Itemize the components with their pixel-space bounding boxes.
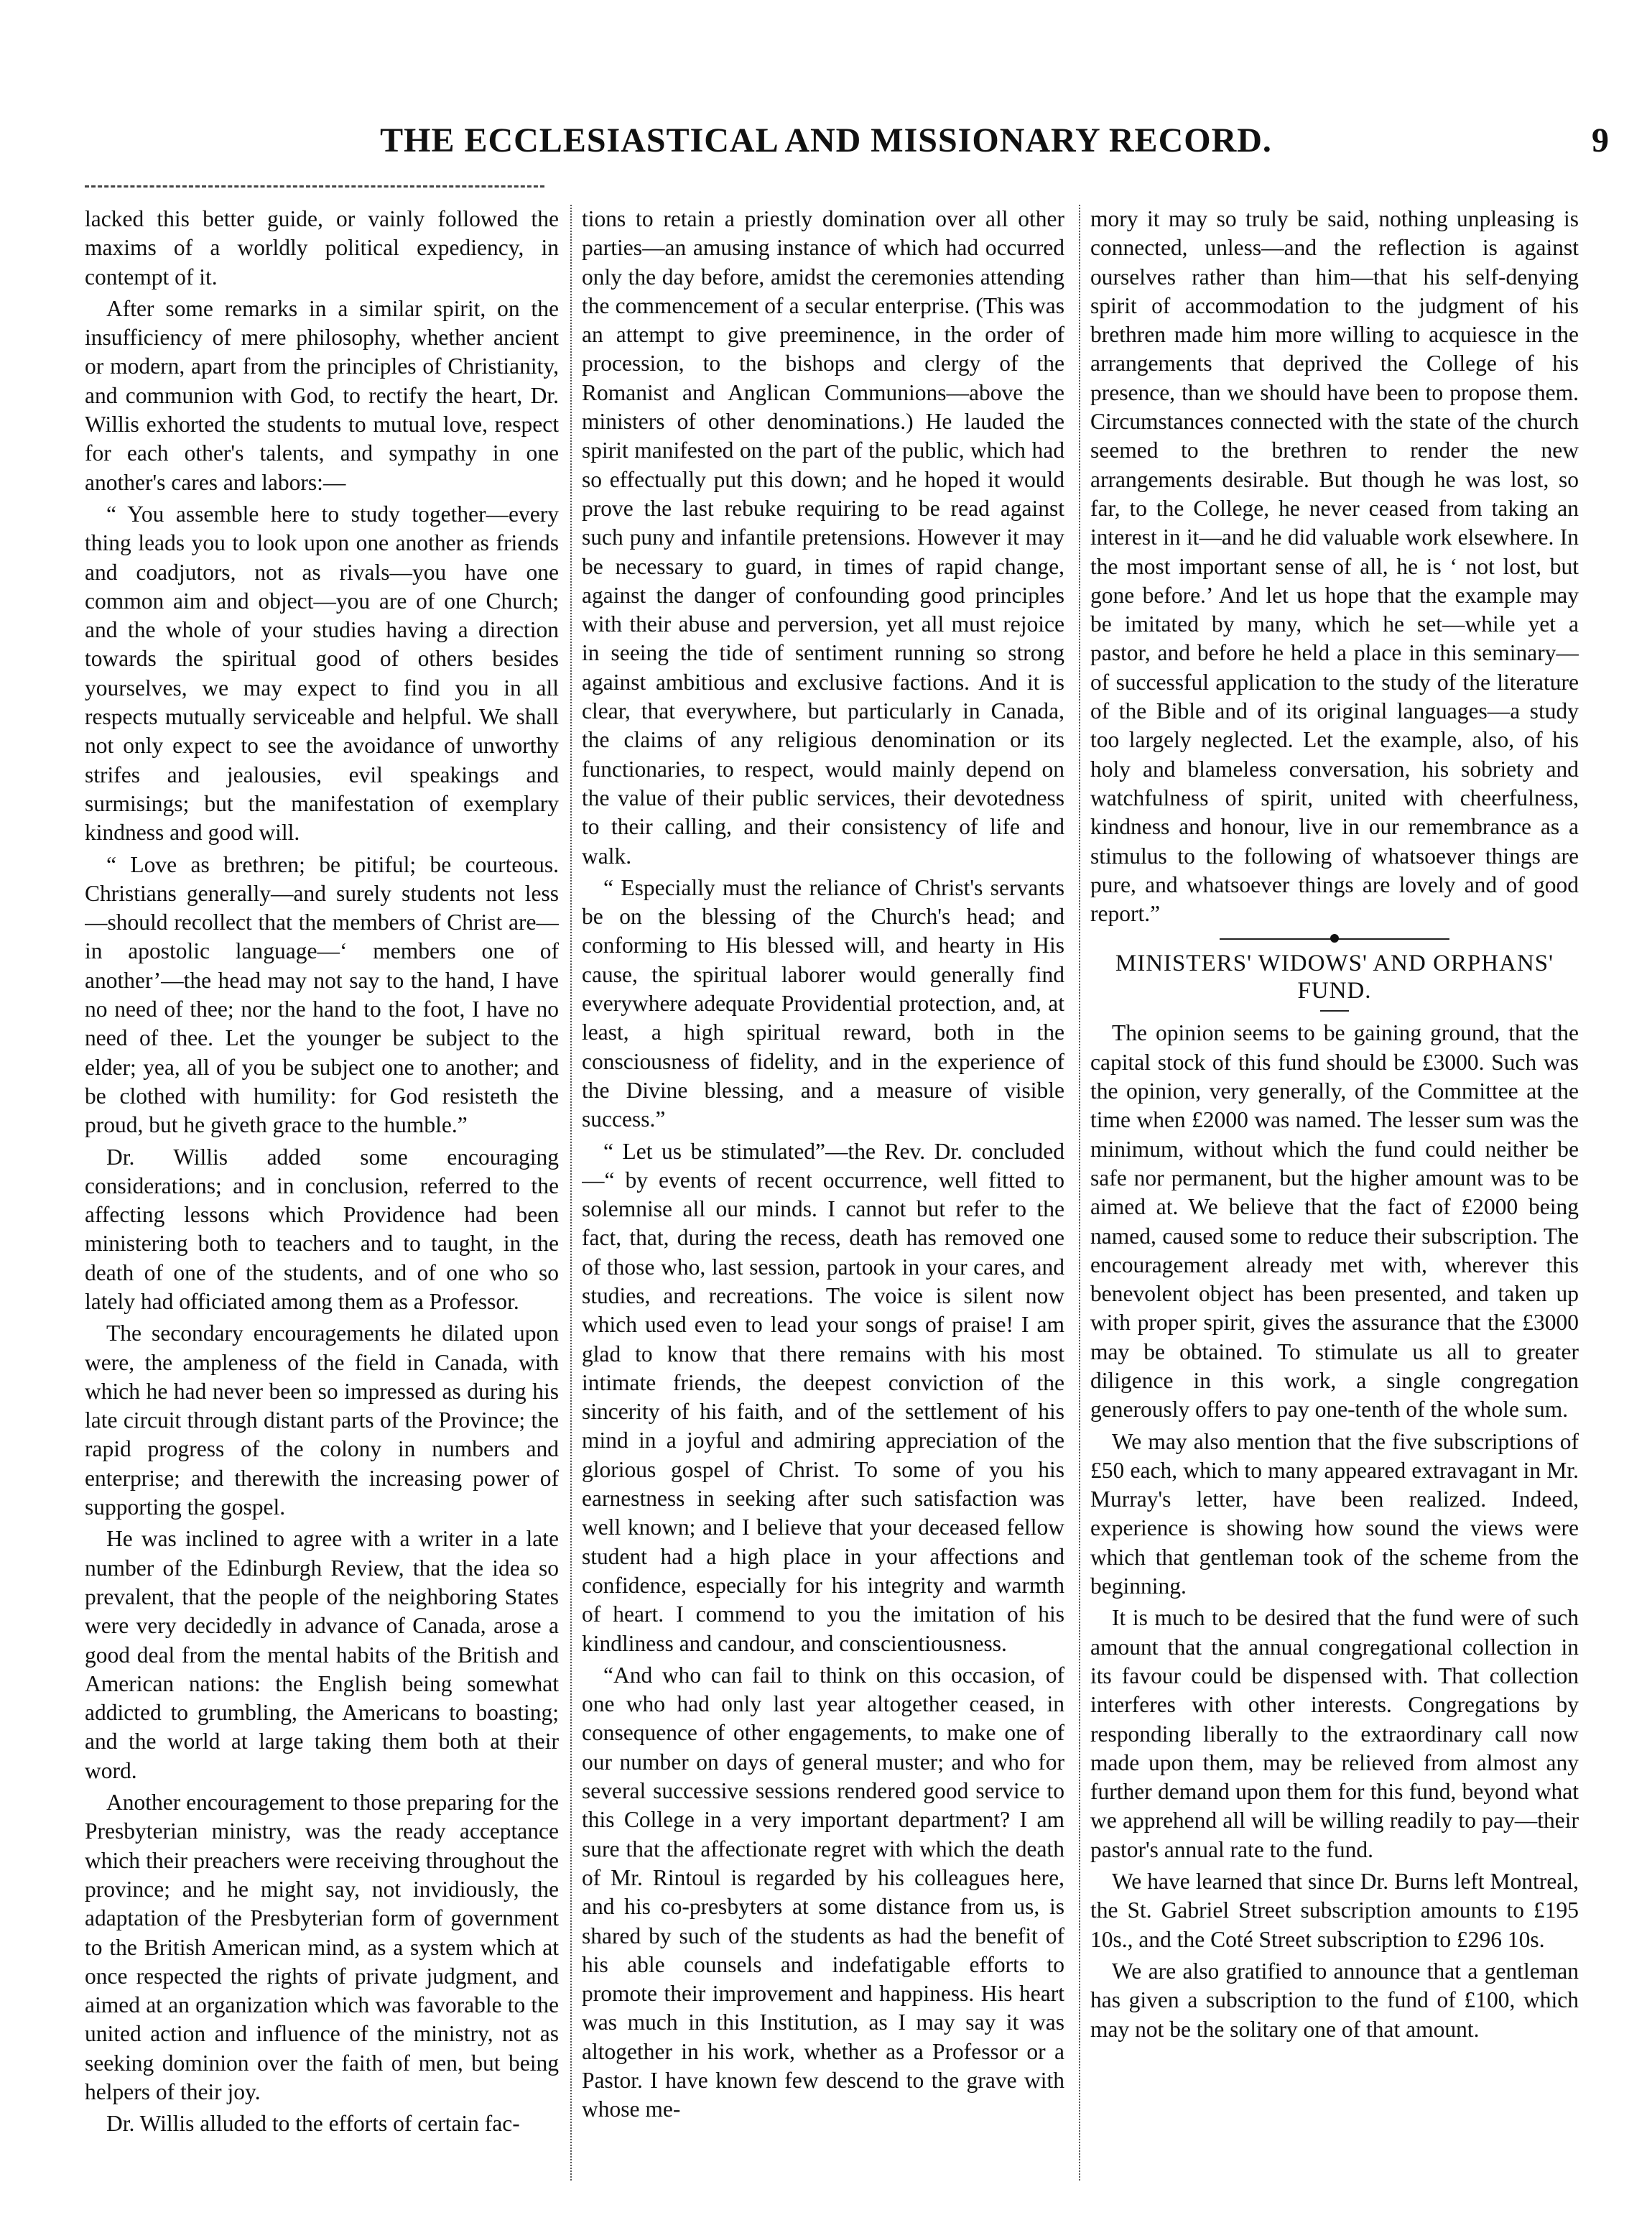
paragraph: The opinion seems to be gaining ground, that the capital stock of this fund should be £3000. Such was the opinion, very generally, of the Committee at the time when £2000 was named. The lesser sum was the minimum, without which the fund could neither be safe nor permanent, but the higher amount was to be aimed at. We believe that the fact of £2000 being named, caused some to reduce their subscription. The encouragement already met with, wherever this benevolent object has been presented, and taken up with proper spirit, gives the assurance that the £3000 may be obtained. To stimulate us all to greater diligence in this work, a single congregation generously offers to pay one-tenth of the whole sum. bbox=[1090, 1020, 1579, 1423]
paragraph: The secondary encouragements he dilated upon were, the ampleness of the field in Canada, with which he had never been so impressed as during his late circuit through distant parts of the Province; the rapid progress of the colony in numbers and enterprise; and therewith the increasing power of supporting the gospel. bbox=[85, 1321, 559, 1520]
paragraph: “ Love as brethren; be pitiful; be courteous. Christians generally—and surely students not less—should recollect that the members of Christ are—in apostolic language—‘ members one of another’—the head may not say to the hand, I have no need of thee; nor the hand to the foot, I have no need of thee. Let the younger be subject to the elder; yea, all of you be subject one to another; and be clothed with humility: for God resisteth the proud, but he giveth grace to the humble.” bbox=[85, 851, 559, 1138]
paragraph: We are also gratified to announce that a gentleman has given a subscription to the fund of £100, which may not be the solitary one of that amount. bbox=[1090, 1958, 1579, 2042]
paragraph: “ You assemble here to study together—every thing leads you to look upon one another as friends and coadjutors, not as rivals—you have one common aim and object—you are of one Church; and the whole of your studies having a direction towards the spiritual good of others besides yourselves, we may expect to find you in all respects mutually serviceable and helpful. We shall not only expect to see the avoidance of unworthy strifes and jealousies, evil speakings and surmisings; but the manifestation of exemplary kindness and good will. bbox=[85, 501, 559, 846]
paragraph: It is much to be desired that the fund were of such amount that the annual congregational collection in its favour could be dispensed with. That collection interferes with other interests. Congregations by responding liberally to the extraordinary call now made upon them, may be relieved from almost any further demand upon them for this fund, beyond what we apprehend all will be willing readily to pay—their pastor's annual rate to the fund. bbox=[1090, 1605, 1579, 1862]
header-rule bbox=[85, 185, 544, 190]
column-divider bbox=[1079, 205, 1080, 2181]
paragraph: “And who can fail to think on this occasion, of one who had only last year altogether ceased, in consequence of other engagements, to make one of our number on days of general muster; and who for several successive sessions rendered good service to this College in a very important department? I am sure that the affectionate regret with which the death of Mr. Rintoul is regarded by his colleagues here, and his co-presbyters at some distance from us, is shared by such of the students as had the benefit of his able counsels and indefatigable efforts to promote their improvement and happiness. His heart was much in this Institution, as I may say it was altogether in his work, whether as a Professor or a Pastor. I have known few descend to the grave with whose me- bbox=[582, 1662, 1064, 2122]
paragraph: Another encouragement to those preparing for the Presbyterian ministry, was the ready acceptance which their preachers were receiving throughout the province; and he might say, not invidiously, the adaptation of the Presbyterian form of government to the British American mind, as a system which at once respected the rights of private judgment, and aimed at an organization which was favorable to the united action and influence of the ministry, not as seeking dominion over the faith of men, but being helpers of their joy. bbox=[85, 1790, 559, 2104]
column-1 bbox=[85, 205, 559, 2181]
page-header bbox=[43, 121, 1609, 178]
column-divider bbox=[570, 205, 572, 2181]
paragraph: Dr. Willis alluded to the efforts of certain fac- bbox=[106, 2111, 520, 2137]
paragraph: “ Especially must the reliance of Christ's servants be on the blessing of the Church's head; and conforming to His blessed will, and hearty in His cause, the spiritual laborer would generally find everywhere adequate Providential protection, and, at least, a high spiritual reward, both in the consciousness of fidelity, and in the experience of the Divine blessing, and a measure of visible success.” bbox=[582, 874, 1064, 1132]
paragraph: We may also mention that the five subscriptions of £50 each, which to many appeared extravagant in Mr. Murray's letter, have been realized. Indeed, experience is showing how sound the views were which that gentleman took of the scheme from the beginning. bbox=[1090, 1428, 1579, 1599]
section-ornament bbox=[1090, 933, 1579, 945]
paragraph: After some remarks in a similar spirit, on the insufficiency of mere philosophy, whether ancient or modern, apart from the principles of Christianity, and communion with God, to rectify the heart, Dr. Willis exhorted the students to mutual love, respect for each other's talents, and sympathy in one another's cares and labors:— bbox=[85, 295, 559, 495]
column-2 bbox=[582, 205, 1064, 2181]
column-3 bbox=[1090, 205, 1579, 2181]
page-number: 9 bbox=[1592, 121, 1609, 159]
paragraph: lacked this better guide, or vainly followed the maxims of a worldly political expediency, in contempt of it. bbox=[85, 206, 559, 290]
heading-rule bbox=[1320, 1010, 1349, 1012]
paragraph: “ Let us be stimulated”—the Rev. Dr. concluded —“ by events of recent occurrence, well fitted to solemnise all our minds. I cannot but refer to the fact, that, during the recess, death has removed one of those who, last session, partook in your cares, and studies, and recreations. The voice is silent now which used even to lead your songs of praise! I am glad to know that there remains with his most intimate friends, the deepest conviction of the sincerity of his faith, and of the settlement of his mind in a joyful and admiring appreciation of the glorious gospel of Christ. To some of you his earnestness in seeking after such satisfaction was well known; and I believe that your deceased fellow student had a high place in your affections and confidence, especially for his integrity and warmth of heart. I commend to you the imitation of his kindliness and candour, and conscientiousness. bbox=[582, 1138, 1064, 1656]
journal-title: THE ECCLESIASTICAL AND MISSIONARY RECORD. bbox=[380, 121, 1272, 159]
paragraph: He was inclined to agree with a writer in a late number of the Edinburgh Review, that the idea so prevalent, that the people of the neighboring States were very decidedly in advance of Canada, arose a good deal from the mental habits of the British and American nations: the English being somewhat addicted to grumbling, the Americans to boasting; and the world at large taking them both at their word. bbox=[85, 1526, 559, 1783]
paragraph: tions to retain a priestly domination over all other parties—an amusing instance of which had occurred only the day before, amidst the ceremonies attending the commencement of a secular enterprise. (This was an attempt to give preeminence, in the order of procession, to the bishops and clergy of the Romanist and Anglican Communions—above the ministers of other denominations.) He lauded the spirit manifested on the part of the public, which had so effectually put this down; and he hoped it would prove the last rebuke requiring to be read against such puny and infantile pretensions. However it may be necessary to guard, in times of rapid change, against the danger of confounding good principles with their abuse and perversion, yet all must rejoice in seeing the tide of sentiment running so strong against ambitious and exclusive factions. And it is clear, that everywhere, but particularly in Canada, the claims of any religious denomination or its functionaries, to respect, would mainly depend on the value of their public services, their devotedness to their calling, and their consistency of life and walk. bbox=[582, 206, 1064, 869]
paragraph: Dr. Willis added some encouraging considerations; and in conclusion, referred to the affecting lessons which Providence had been ministering both to teachers and to taught, in the death of one of the students, and of one who so lately had officiated among them as a Professor. bbox=[85, 1144, 559, 1314]
article-columns bbox=[85, 205, 1579, 2188]
paragraph: mory it may so truly be said, nothing unpleasing is connected, unless—and the reflection is against ourselves rather than him—that his self-denying spirit of accommodation to the judgment of his brethren made him more willing to acquiesce in the arrangements that deprived the College of his presence, than we should have been to propose them. Circumstances connected with the state of the church seemed to the brethren to render the new arrangements desirable. But though he was lost, so far, to the College, he never ceased from taking an interest in it—and he did valuable work elsewhere. In the most important sense of all, he is ‘ not lost, but gone before.’ And let us hope that the example may be imitated by many, which he set—while yet a pastor, and before he held a place in this seminary—of successful application to the study of the literature of the Bible and of its original languages—a study too largely neglected. Let the example, also, of his holy and blameless conversation, his sobriety and watchfulness of spirit, united with cheerfulness, kindness and honour, live in our remembrance as a stimulus to the following of whatsoever things are pure, and whatsoever things are lovely and of good report.” bbox=[1090, 206, 1579, 927]
section-heading: MINISTERS' WIDOWS' AND ORPHANS' FUND. bbox=[1115, 951, 1554, 1004]
paragraph: We have learned that since Dr. Burns left Montreal, the St. Gabriel Street subscription amounts to £195 10s., and the Coté Street subscription to £296 10s. bbox=[1090, 1869, 1579, 1952]
